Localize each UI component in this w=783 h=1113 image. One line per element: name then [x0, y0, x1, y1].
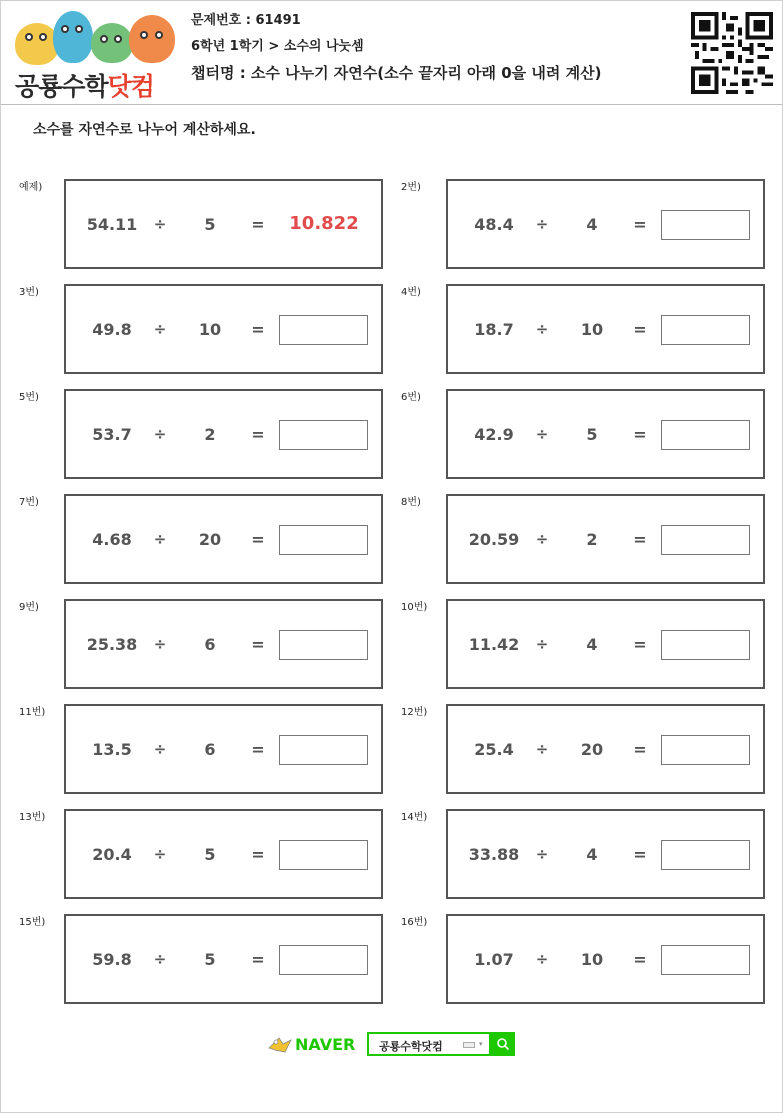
problem-item: [19, 598, 401, 690]
answer-box[interactable]: [279, 630, 368, 660]
equals-sign: =: [251, 635, 265, 654]
divide-operator: ÷: [535, 530, 549, 548]
problem-box: [446, 599, 765, 689]
problem-item: [401, 493, 783, 585]
logo-wordmark: [15, 67, 154, 103]
qr-code-icon[interactable]: [691, 12, 773, 94]
equals-sign: =: [251, 845, 265, 864]
problem-box: [446, 179, 765, 269]
naver-search-button[interactable]: [491, 1032, 515, 1056]
problem-item: [19, 808, 401, 900]
chapter-title: 챕터명 : 소수 나누기 자연수(소수 끝자리 아래 0을 내려 계산): [191, 64, 602, 82]
problem-label: 12번): [401, 707, 428, 718]
problem-label: 4번): [401, 287, 421, 298]
problem-label: 9번): [19, 602, 39, 613]
equals-sign: =: [633, 320, 647, 339]
instruction-text: 소수를 자연수로 나누어 계산하세요.: [33, 122, 256, 138]
problem-label: 16번): [401, 917, 428, 928]
problem-item: [401, 913, 783, 1005]
equals-sign: =: [251, 320, 265, 339]
divisor: 10: [580, 320, 604, 339]
problem-number: 문제번호 : 61491: [191, 13, 301, 28]
problem-label: 7번): [19, 497, 39, 508]
problem-label: 5번): [19, 392, 39, 403]
equals-sign: =: [633, 635, 647, 654]
divisor: 6: [204, 635, 216, 654]
answer-box[interactable]: [661, 630, 750, 660]
divide-operator: ÷: [153, 320, 167, 338]
problem-label: 14번): [401, 812, 428, 823]
dividend: 25.4: [474, 740, 514, 759]
divide-operator: ÷: [535, 320, 549, 338]
dino-blue-icon: [53, 11, 93, 63]
dividend: 53.7: [92, 425, 132, 444]
divisor: 4: [586, 635, 598, 654]
answer-box[interactable]: [661, 210, 750, 240]
naver-logo-icon: [267, 1034, 293, 1054]
dividend: 1.07: [474, 950, 514, 969]
problem-item: [401, 388, 783, 480]
grade-topic: 6학년 1학기 > 소수의 나눗셈: [191, 39, 364, 54]
problem-box: [64, 809, 383, 899]
answer-box[interactable]: [279, 945, 368, 975]
divide-operator: ÷: [153, 740, 167, 758]
dividend: 18.7: [474, 320, 514, 339]
problem-item: [401, 598, 783, 690]
dividend: 25.38: [86, 635, 138, 654]
answer-box[interactable]: [279, 840, 368, 870]
problem-box: [64, 914, 383, 1004]
problem-item: [401, 808, 783, 900]
problem-label: 15번): [19, 917, 46, 928]
divide-operator: ÷: [153, 950, 167, 968]
equals-sign: =: [633, 740, 647, 759]
problem-item: [19, 178, 401, 270]
problem-item: [401, 178, 783, 270]
divisor: 6: [204, 740, 216, 759]
problem-box: [446, 809, 765, 899]
divisor: 20: [198, 530, 222, 549]
divisor: 2: [586, 530, 598, 549]
equals-sign: =: [251, 425, 265, 444]
answer-box[interactable]: [279, 420, 368, 450]
problem-item: [19, 283, 401, 375]
divide-operator: ÷: [153, 215, 167, 233]
problem-item: [19, 913, 401, 1005]
divisor: 2: [204, 425, 216, 444]
problem-box: [446, 389, 765, 479]
problem-box: [446, 704, 765, 794]
dividend: 11.42: [468, 635, 520, 654]
answer-box[interactable]: [279, 735, 368, 765]
example-answer: 10.822: [289, 213, 359, 234]
problem-box: [64, 284, 383, 374]
problem-label: 13번): [19, 812, 46, 823]
divide-operator: ÷: [535, 635, 549, 653]
answer-box[interactable]: [661, 735, 750, 765]
problem-label: 2번): [401, 182, 421, 193]
problem-item: [401, 703, 783, 795]
problem-label: 11번): [19, 707, 46, 718]
divisor: 20: [580, 740, 604, 759]
dividend: 20.4: [92, 845, 132, 864]
dividend: 59.8: [92, 950, 132, 969]
problem-label: 6번): [401, 392, 421, 403]
dividend: 42.9: [474, 425, 514, 444]
answer-box[interactable]: [661, 315, 750, 345]
problem-box: [64, 599, 383, 689]
equals-sign: =: [633, 950, 647, 969]
answer-box[interactable]: [279, 315, 368, 345]
problem-item: [19, 493, 401, 585]
problem-box: [64, 389, 383, 479]
divisor: 5: [204, 215, 216, 234]
divisor: 5: [586, 425, 598, 444]
problem-box: [64, 704, 383, 794]
divisor: 5: [204, 950, 216, 969]
divisor: 4: [586, 215, 598, 234]
answer-box[interactable]: [661, 840, 750, 870]
equals-sign: =: [633, 215, 647, 234]
worksheet-meta: [191, 11, 601, 89]
dividend: 48.4: [474, 215, 514, 234]
problem-item: [401, 283, 783, 375]
naver-search-banner[interactable]: [267, 1031, 517, 1057]
divisor: 10: [198, 320, 222, 339]
caret-down-icon[interactable]: ▾: [479, 1040, 483, 1048]
problem-item: [19, 703, 401, 795]
problem-box: [446, 284, 765, 374]
search-icon: [496, 1037, 510, 1051]
answer-box[interactable]: [661, 525, 750, 555]
dino-green-icon: [91, 23, 133, 63]
equals-sign: =: [251, 530, 265, 549]
divisor: 5: [204, 845, 216, 864]
equals-sign: =: [633, 530, 647, 549]
divide-operator: ÷: [153, 635, 167, 653]
worksheet-header: [1, 1, 782, 105]
divisor: 10: [580, 950, 604, 969]
problem-label: 8번): [401, 497, 421, 508]
naver-search-query: 공룡수학닷컴: [379, 1040, 443, 1053]
divide-operator: ÷: [153, 845, 167, 863]
naver-search-input[interactable]: [367, 1032, 491, 1056]
divide-operator: ÷: [535, 740, 549, 758]
divide-operator: ÷: [535, 215, 549, 233]
divide-operator: ÷: [535, 950, 549, 968]
divisor: 4: [586, 845, 598, 864]
dividend: 33.88: [468, 845, 520, 864]
divide-operator: ÷: [153, 425, 167, 443]
problem-box: [446, 914, 765, 1004]
naver-brand: NAVER: [295, 1035, 356, 1054]
keyboard-icon[interactable]: [463, 1042, 475, 1048]
problem-box: [64, 179, 383, 269]
dividend: 54.11: [86, 215, 138, 234]
answer-box[interactable]: [661, 945, 750, 975]
divide-operator: ÷: [535, 845, 549, 863]
equals-sign: =: [633, 845, 647, 864]
equals-sign: =: [251, 950, 265, 969]
dino-orange-icon: [129, 15, 175, 63]
answer-box[interactable]: [661, 420, 750, 450]
problem-box: [64, 494, 383, 584]
problem-item: [19, 388, 401, 480]
equals-sign: =: [251, 740, 265, 759]
dividend: 49.8: [92, 320, 132, 339]
logo-wordmark-accent: 닷컴: [107, 72, 154, 101]
problem-label: 10번): [401, 602, 428, 613]
problem-label: 3번): [19, 287, 39, 298]
dividend: 13.5: [92, 740, 132, 759]
problem-box: [446, 494, 765, 584]
dividend: 4.68: [92, 530, 132, 549]
equals-sign: =: [251, 215, 265, 234]
divide-operator: ÷: [153, 530, 167, 548]
divide-operator: ÷: [535, 425, 549, 443]
site-logo[interactable]: [13, 5, 175, 99]
dividend: 20.59: [468, 530, 520, 549]
answer-box[interactable]: [279, 525, 368, 555]
equals-sign: =: [633, 425, 647, 444]
logo-wordmark-main: 공룡수학: [15, 72, 108, 101]
problem-label: 예제): [19, 182, 43, 193]
